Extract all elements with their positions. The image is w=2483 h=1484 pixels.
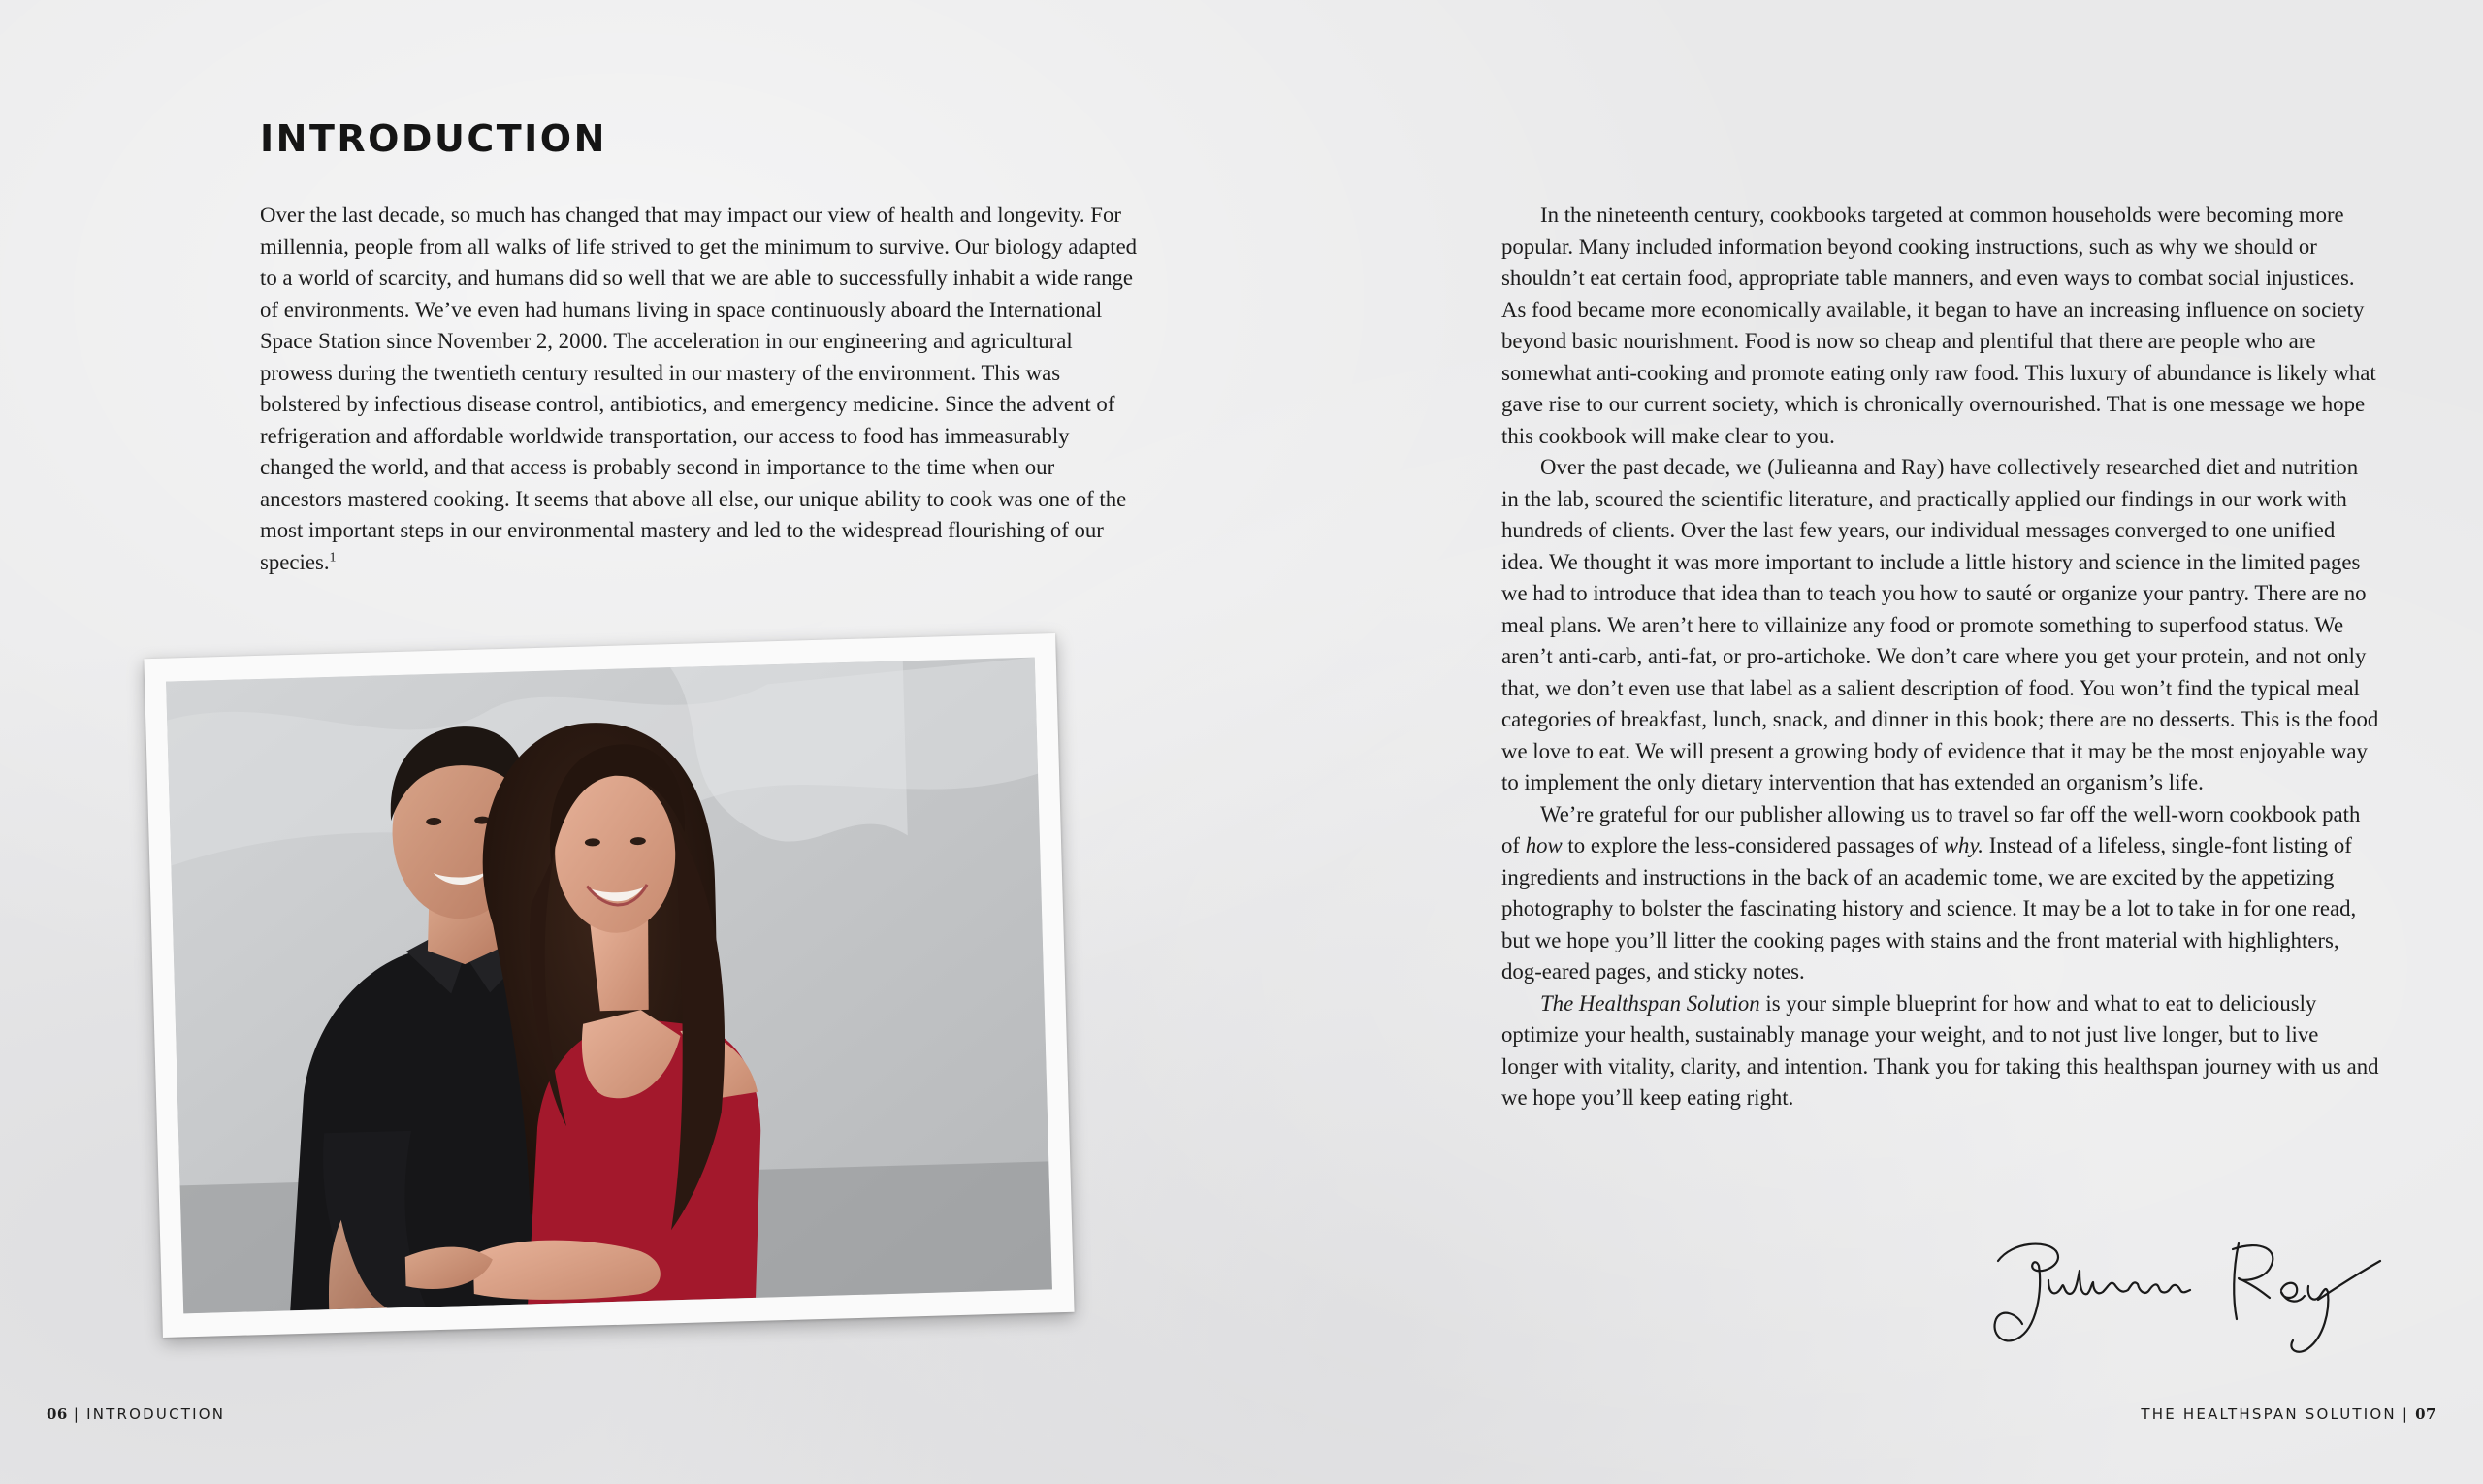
folio-right <box>2141 1405 2436 1423</box>
portrait-photo-icon <box>166 658 1052 1314</box>
paragraph-publisher-b: to explore the less-considered passages of <box>1562 833 1944 857</box>
intro-text-right <box>1501 200 2379 1114</box>
page-number-right: 07 <box>2415 1405 2436 1423</box>
paragraph-authors: Over the past decade, we (Julieanna and Ray) have collectively researched diet and nutrition in the lab, scoured the scientific literature, and practically applied our findings in our work with hundreds of clients. Over the last few years, our individual messages converged to one unified idea. We thought it was more important to include a little history and science in the limited pages we had to introduce that idea than to teach you how to sauté or organize your pantry. There are no meal plans. We aren’t here to villainize any food or promote something to superfood status. We aren’t anti-carb, anti-fat, or pro-artichoke. We don’t care where you get your protein, and not only that, we don’t even use that label as a salient description of food. You won’t find the typical meal categories of breakfast, lunch, snack, and dinner in this book; there are no desserts. This is the food we love to eat. We will present a growing body of evidence that it may be the most enjoyable way to implement the only dietary intervention that has extended an organism’s life. <box>1501 455 2379 794</box>
folio-separator: | <box>2402 1405 2410 1423</box>
paragraph-publisher-a: We’re grateful for our publisher allowing us to travel so far off the well-worn cookbook path of <box>1501 801 2361 857</box>
signature-julieanna <box>1995 1244 2190 1341</box>
paragraph-publisher-c: Instead of a lifeless, single-font listing of ingredients and instructions in the back of an academic tome, we are excited by the appetizing photography to bolster the fascinating history and science. It may be a lot to take in for one read, but we hope you’ll litter the cooking pages with stains and the front material with highlighters, dog-eared pages, and sticky notes. <box>1501 833 2357 984</box>
intro-text-left <box>260 200 1138 578</box>
emphasis-how: how <box>1525 833 1563 857</box>
author-photo-frame <box>144 633 1074 1338</box>
folio-section-label: INTRODUCTION <box>86 1405 226 1423</box>
chapter-title: INTRODUCTION <box>260 117 607 160</box>
book-title-emphasis: The Healthspan Solution <box>1540 990 1760 1016</box>
paragraph-publisher <box>1501 799 2379 988</box>
author-photo <box>166 658 1052 1314</box>
emphasis-why: why. <box>1943 833 1984 857</box>
folio-left <box>47 1405 225 1423</box>
paragraph-cookbook-history: In the nineteenth century, cookbooks targeted at common households were becoming more popular. Many included information beyond cooking instructions, such as why we should or shouldn’t eat certain food, appropriate table manners, and even ways to combat social injustices. As food became more economically available, it began to have an increasing influence on society beyond basic nourishment. Food is now so cheap and plentiful that there are people who are somewhat anti-cooking and promote eating only raw food. This luxury of abundance is likely what gave rise to our current society, which is chronically overnourished. That is one message we hope this cookbook will make clear to you. <box>1501 203 2376 448</box>
folio-separator: | <box>73 1405 81 1423</box>
intro-paragraph: Over the last decade, so much has changed that may impact our view of health and longevity. For millennia, people from all walks of life strived to get the minimum to survive. Our biology adapted to a world of scarcity, and humans did so well that we are able to successfully inhabit a wide range of environments. We’ve even had humans living in space continuously aboard the International Space Station since November 2, 2000. The acceleration in our engineering and agricultural prowess during the twentieth century resulted in our mastery of the environment. This was bolstered by infectious disease control, antibiotics, and emergency medicine. Since the advent of refrigeration and affordable worldwide transportation, our access to food has immeasurably changed the world, and that access is probably second in importance to the time when our ancestors mastered cooking. It seems that above all else, our unique ability to cook was one of the most important steps in our environmental mastery and led to the widespread flourishing of our species. <box>260 203 1138 574</box>
footnote-marker: 1 <box>329 549 337 565</box>
author-signatures <box>1979 1222 2386 1368</box>
paragraph-closing <box>1501 988 2379 1114</box>
signature-ray <box>2233 1243 2380 1352</box>
folio-book-title: THE HEALTHSPAN SOLUTION <box>2141 1405 2397 1423</box>
paragraph-closing-rest: is your simple blueprint for how and what to eat to deliciously optimize your health, sustainably manage your weight, and to not just live longer, but to live longer with vitality, clarity, and intention. Thank you for taking this healthspan journey with us and we hope you’ll keep eating right. <box>1501 990 2379 1110</box>
page-number-left: 06 <box>47 1405 68 1423</box>
